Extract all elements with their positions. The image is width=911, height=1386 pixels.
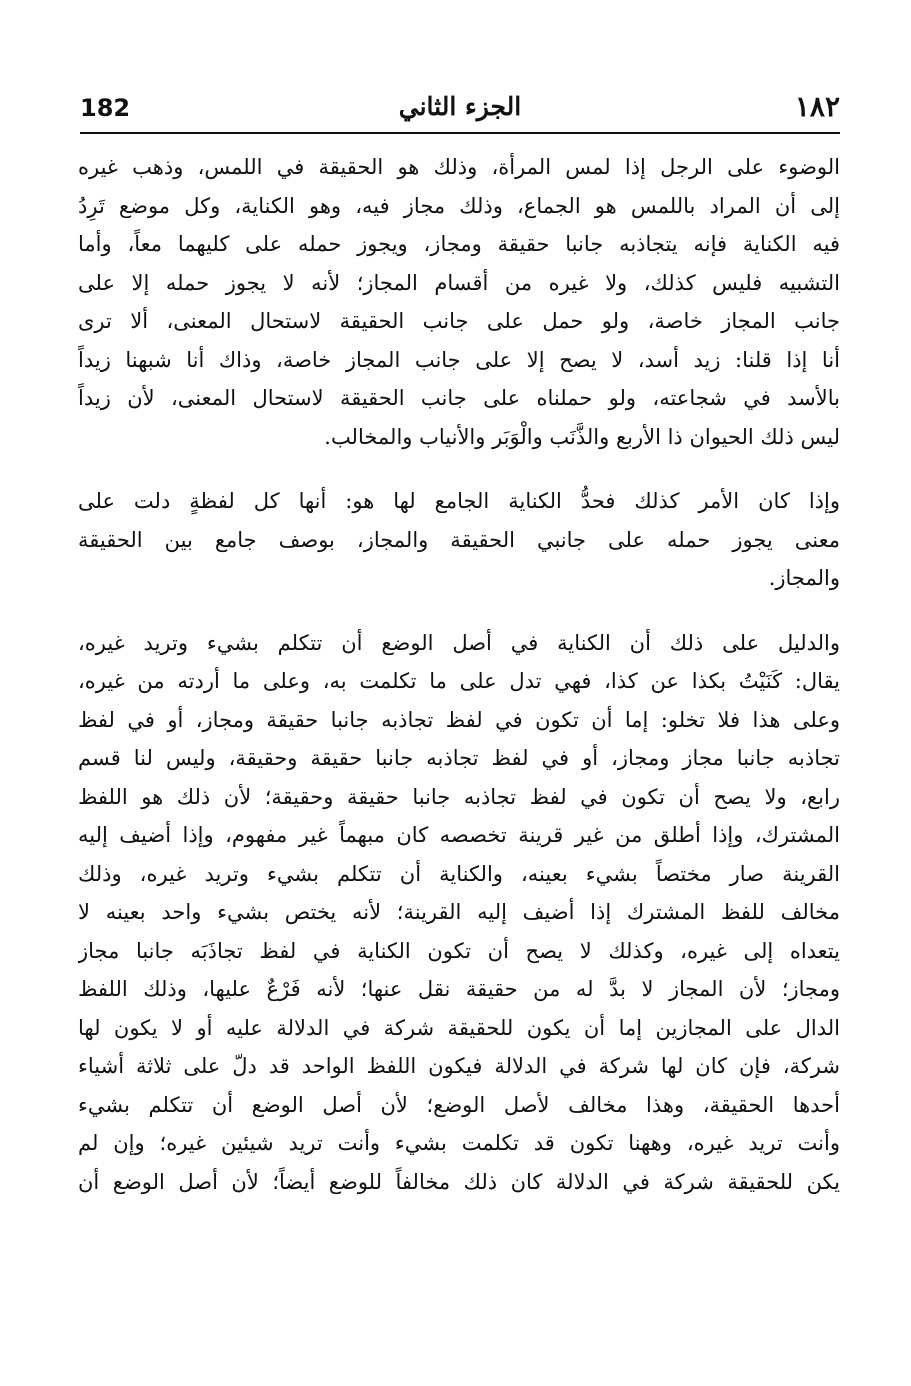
paragraph-2 [78,482,840,598]
text-line: والدليل على ذلك أن الكناية في أصل الوضع أن تتكلم بشيء وتريد غيره، [78,630,840,655]
text-line: وعلى هذا فلا تخلو: إما أن تكون في لفظ تجاذبه جانبا حقيقة ومجاز، أو في لفظ [78,707,840,732]
text-line: مخالف للفظ المشترك إذا أضيف إليه القرينة؛ لأنه يختص بشيء واحد بعينه لا [78,900,840,924]
running-title: الجزء الثاني [398,92,522,121]
text-line: شركة، فإن كان لها شركة في الدلالة فيكون اللفظ الواحد قد دلّ على ثلاثة أشياء [78,1054,840,1078]
text-line: رابع، ولا يصح أن تكون في لفظ تجاذبه جانبا حقيقة وحقيقة؛ لأن ذلك هو اللفظ [78,784,840,809]
text-line: ليس ذلك الحيوان ذا الأربع والذَّنَب والْوَبَر والأنياب والمخالب. [324,424,840,449]
text-line: فيه الكناية فإنه يتجاذبه جانبا حقيقة ومجاز، ويجوز حمله على كليهما معاً، وأما [78,232,840,256]
text-line: ومجاز؛ لأن المجاز لا بدَّ له من حقيقة نقل عنها؛ لأنه فَرْعٌ عليها، وذلك اللفظ [78,977,840,1001]
text-line: معنى يجوز حمله على جانبي الحقيقة والمجاز، بوصف جامع بين الحقيقة [78,527,840,552]
text-line: أنا إذا قلنا: زيد أسد، لا يصح إلا على جانب المجاز خاصة، وذاك أنا شبهنا زيداً [78,347,840,372]
text-line: يقال: كَنَيْتُ بكذا عن كذا، فهي تدل على ما تكلمت به، وعلى ما أردته من غيره، [78,669,840,693]
text-line: والمجاز. [768,566,840,590]
paragraph-3 [78,624,840,1202]
text-line: وإذا كان الأمر كذلك فحدُّ الكناية الجامع لها هو: أنها كل لفظةٍ دلت على [78,489,840,513]
text-line: أحدها الحقيقة، وهذا مخالف لأصل الوضع؛ لأن أصل الوضع أن تتكلم بشيء [78,1092,840,1117]
text-line: القرينة صار مختصاً بشيء بعينه، والكناية أن تتكلم بشيء وتريد غيره، وذلك [78,861,840,886]
page-number-latin: 182 [80,94,131,122]
paragraph-1 [78,148,840,456]
text-line: تجاذبه جانبا مجاز ومجاز، أو في لفظ تجاذبه جانبا حقيقة وحقيقة، وليس لنا قسم [78,746,840,770]
text-line: يكن للحقيقة شركة في الدلالة كان ذلك مخالفاً للوضع أيضاً؛ لأن أصل الوضع أن [78,1169,840,1194]
text-line: جانب المجاز خاصة، ولو حمل على جانب الحقيقة لاستحال المعنى، ألا ترى [78,309,840,333]
text-line: المشترك، وإذا أطلق من غير قرينة تخصصه كان مبهماً غير مفهوم، وإذا أضيف إليه [78,823,840,847]
page-header [80,88,840,134]
text-line: يتعداه إلى غيره، وكذلك لا يصح أن تكون الكناية في لفظ تجاذَبَه جانبا مجاز [78,938,840,963]
text-line: بالأسد في شجاعته، ولو حملناه على جانب الحقيقة لاستحال المعنى، لأن زيداً [78,386,840,410]
text-line: إلى أن المراد باللمس هو الجماع، وذلك مجاز فيه، وهو الكناية، وكل موضع تَرِدُ [78,193,840,218]
text-line: التشبيه فليس كذلك، ولا غيره من أقسام المجاز؛ لأنه لا يجوز حمله إلا على [78,270,840,295]
text-line: وأنت تريد غيره، وههنا تكون قد تكلمت بشيء وأنت تريد شيئين غيره؛ وإن لم [78,1131,840,1155]
page-number-arabic: ١٨٢ [794,90,840,123]
text-line: الوضوء على الرجل إذا لمس المرأة، وذلك هو الحقيقة في اللمس، وذهب غيره [78,155,840,179]
text-line: الدال على المجازين إما أن يكون للحقيقة شركة في الدلالة عليه أو لا يكون لها [78,1015,840,1040]
body-text [78,148,840,1201]
